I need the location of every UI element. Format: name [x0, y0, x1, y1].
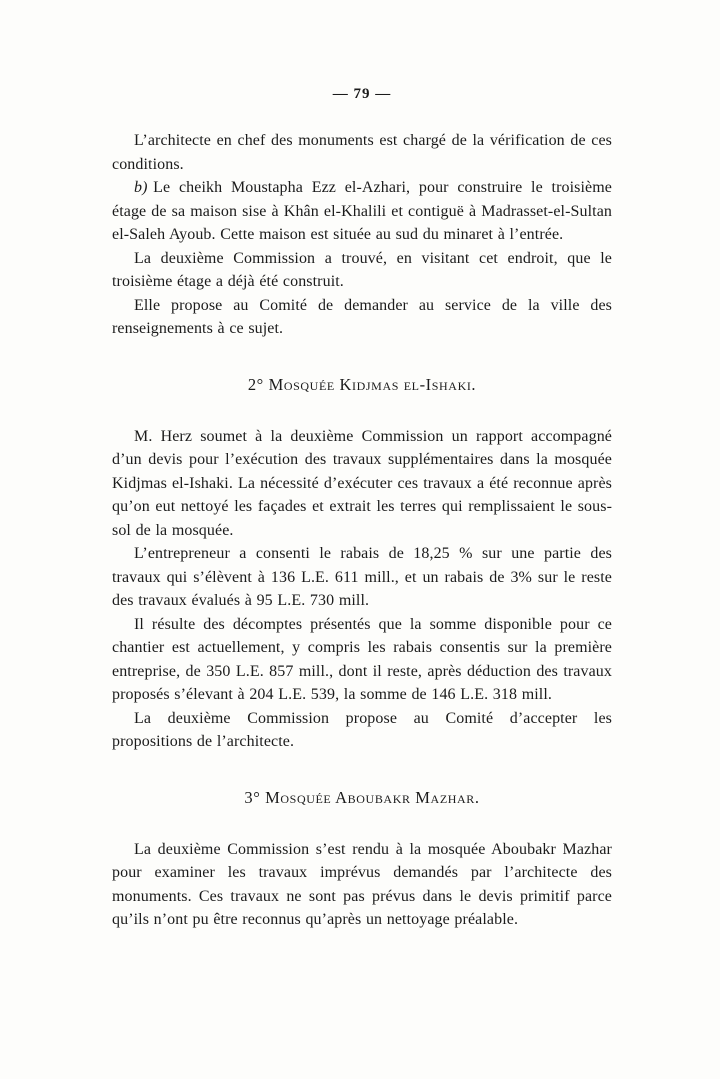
- paragraph-architecte-verification: L’architecte en chef des monuments est chargé de la vérification de ces conditions.: [112, 132, 612, 173]
- list-marker-b: b): [134, 179, 148, 196]
- page-number: — 79 —: [332, 86, 392, 102]
- paragraph-entrepreneur-rabais: L’entrepreneur a consenti le rabais de 18,25 % sur une partie des travaux qui s’élèvent à 136 L.E. 611 mill., et un rabais de 3% sur le reste des travaux évalués à 95 L.E. 730 mill.: [112, 545, 612, 609]
- paragraph-propose-comite: Elle propose au Comité de demander au service de la ville des renseignements à ce sujet.: [112, 296, 612, 337]
- paragraph-commission-trouve: La deuxième Commission a trouvé, en visitant cet endroit, que le troisième étage a déjà été construit.: [112, 249, 612, 290]
- page-content: [112, 86, 612, 932]
- paragraph-decomptes-sommes: Il résulte des décomptes présentés que la somme disponible pour ce chantier est actuellement, y compris les rabais consentis sur la première entreprise, de 350 L.E. 857 mill., dont il reste, après déduction des travaux proposés s’élevant à 204 L.E. 539, la somme de 146 L.E. 318 mill.: [112, 615, 612, 703]
- section-heading-mosquee-aboubakr: 3° Mosquée Aboubakr Mazhar.: [244, 787, 480, 807]
- paragraph-aboubakr-travaux-imprevus: La deuxième Commission s’est rendu à la mosquée Aboubakr Mazhar pour examiner les travaux imprévus demandés par l’architecte des monuments. Ces travaux ne sont pas prévus dans le devis primitif parce qu’ils n’ont pu être reconnus qu’après un nettoyage préalable.: [112, 840, 612, 928]
- paragraph-propositions-architecte: La deuxième Commission propose au Comité d’accepter les propositions de l’architecte.: [112, 709, 612, 750]
- section-heading-mosquee-kidjmas: 2° Mosquée Kidjmas el-Ishaki.: [247, 374, 477, 394]
- paragraph-herz-rapport: M. Herz soumet à la deuxième Commission un rapport accompagné d’un devis pour l’exécution des travaux supplémentaires dans la mosquée Kidjmas el-Ishaki. La nécessité d’exécuter ces travaux a été reconnue après qu’on eut nettoyé les façades et extrait les terres qui remplissaient le sous-sol de la mosquée.: [112, 427, 612, 539]
- paragraph-cheikh-moustapha: [112, 176, 612, 247]
- paragraph-cheikh-moustapha-text: Le cheikh Moustapha Ezz el-Azhari, pour construire le troisième étage de sa maison sise à Khân el-Khalili et contiguë à Madrasset-el-Sultan el-Saleh Ayoub. Cette maison est située au sud du minaret à l’entrée.: [112, 179, 612, 243]
